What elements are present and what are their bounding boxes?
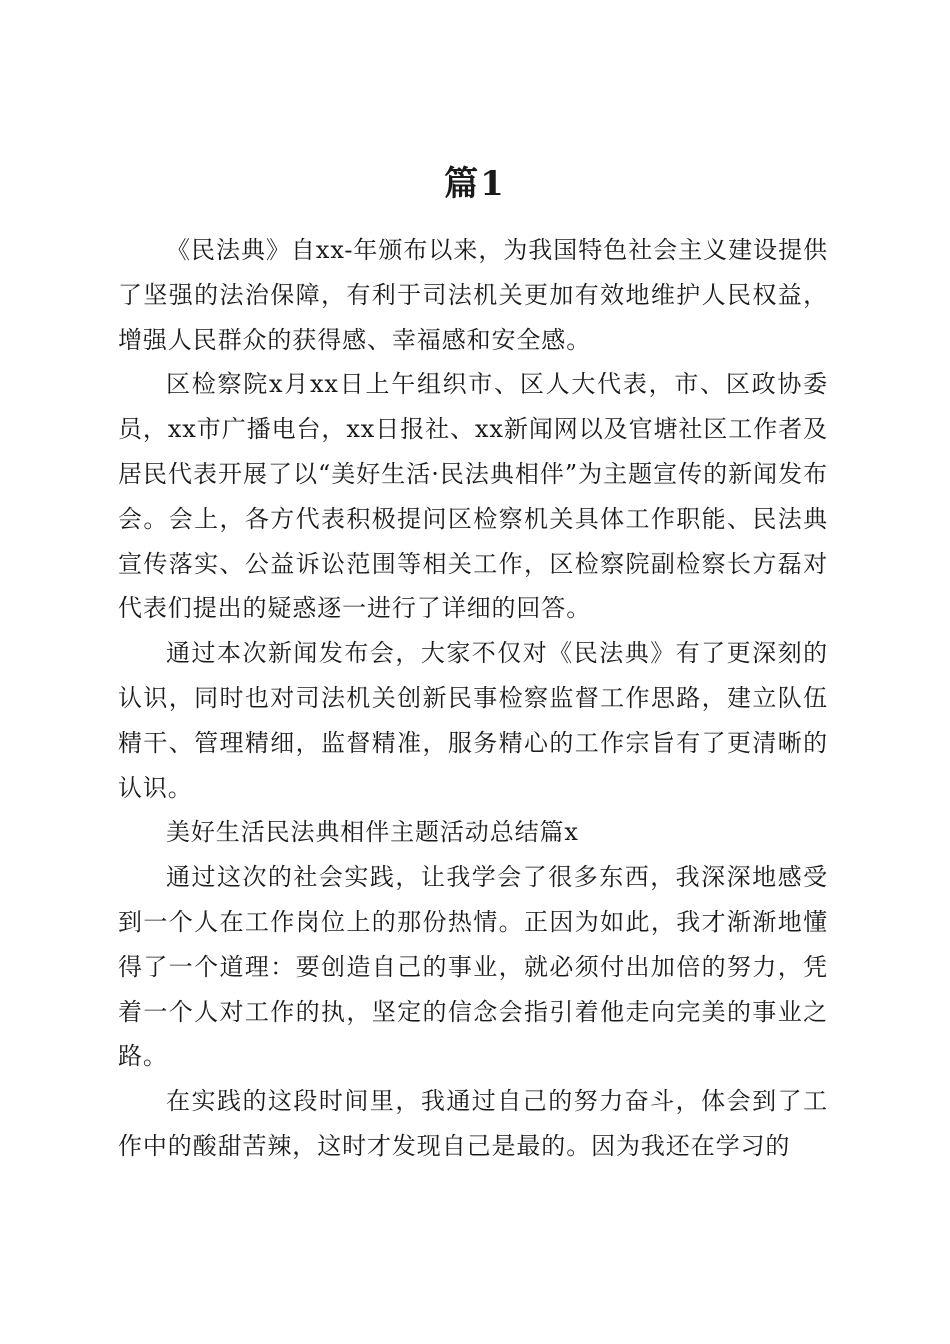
paragraph-understanding: 通过本次新闻发布会，大家不仅对《民法典》有了更深刻的认识，同时也对司法机关创新民事检察监督工作思路，建立队伍精干、管理精细，监督精准，服务精心的工作宗旨有了更清晰的认识。 — [118, 639, 828, 802]
section-heading: 美好生活民法典相伴主题活动总结篇x — [166, 818, 579, 847]
paragraph-experience: 在实践的这段时间里，我通过自己的努力奋斗，体会到了工作中的酸甜苦辣，这时才发现自己是最的。因为我还在学习的 — [118, 1087, 828, 1160]
paragraph-press-conference: 区检察院x月xx日上午组织市、区人大代表，市、区政协委员，xx市广播电台，xx日报社、xx新闻网以及官塘社区工作者及居民代表开展了以“美好生活·民法典相伴”为主题宣传的新闻发布会。会上，各方代表积极提问区检察机关具体工作职能、民法典宣传落实、公益诉讼范围等相关工作，区检察院副检察长方磊对代表们提出的疑惑逐一进行了详细的回答。 — [118, 370, 828, 623]
page-title: 篇1 — [444, 163, 506, 204]
paragraph-practice: 通过这次的社会实践，让我学会了很多东西，我深深地感受到一个人在工作岗位上的那份热情。正因为如此，我才渐渐地懂得了一个道理：要创造自己的事业，就必须付出加倍的努力，凭着一个人对工作的执，坚定的信念会指引着他走向完美的事业之路。 — [118, 863, 828, 1071]
paragraph-intro: 《民法典》自xx-年颁布以来，为我国特色社会主义建设提供了坚强的法治保障，有利于司法机关更加有效地维护人民权益，增强人民群众的获得感、幸福感和安全感。 — [118, 236, 828, 354]
document-body — [118, 228, 828, 1169]
